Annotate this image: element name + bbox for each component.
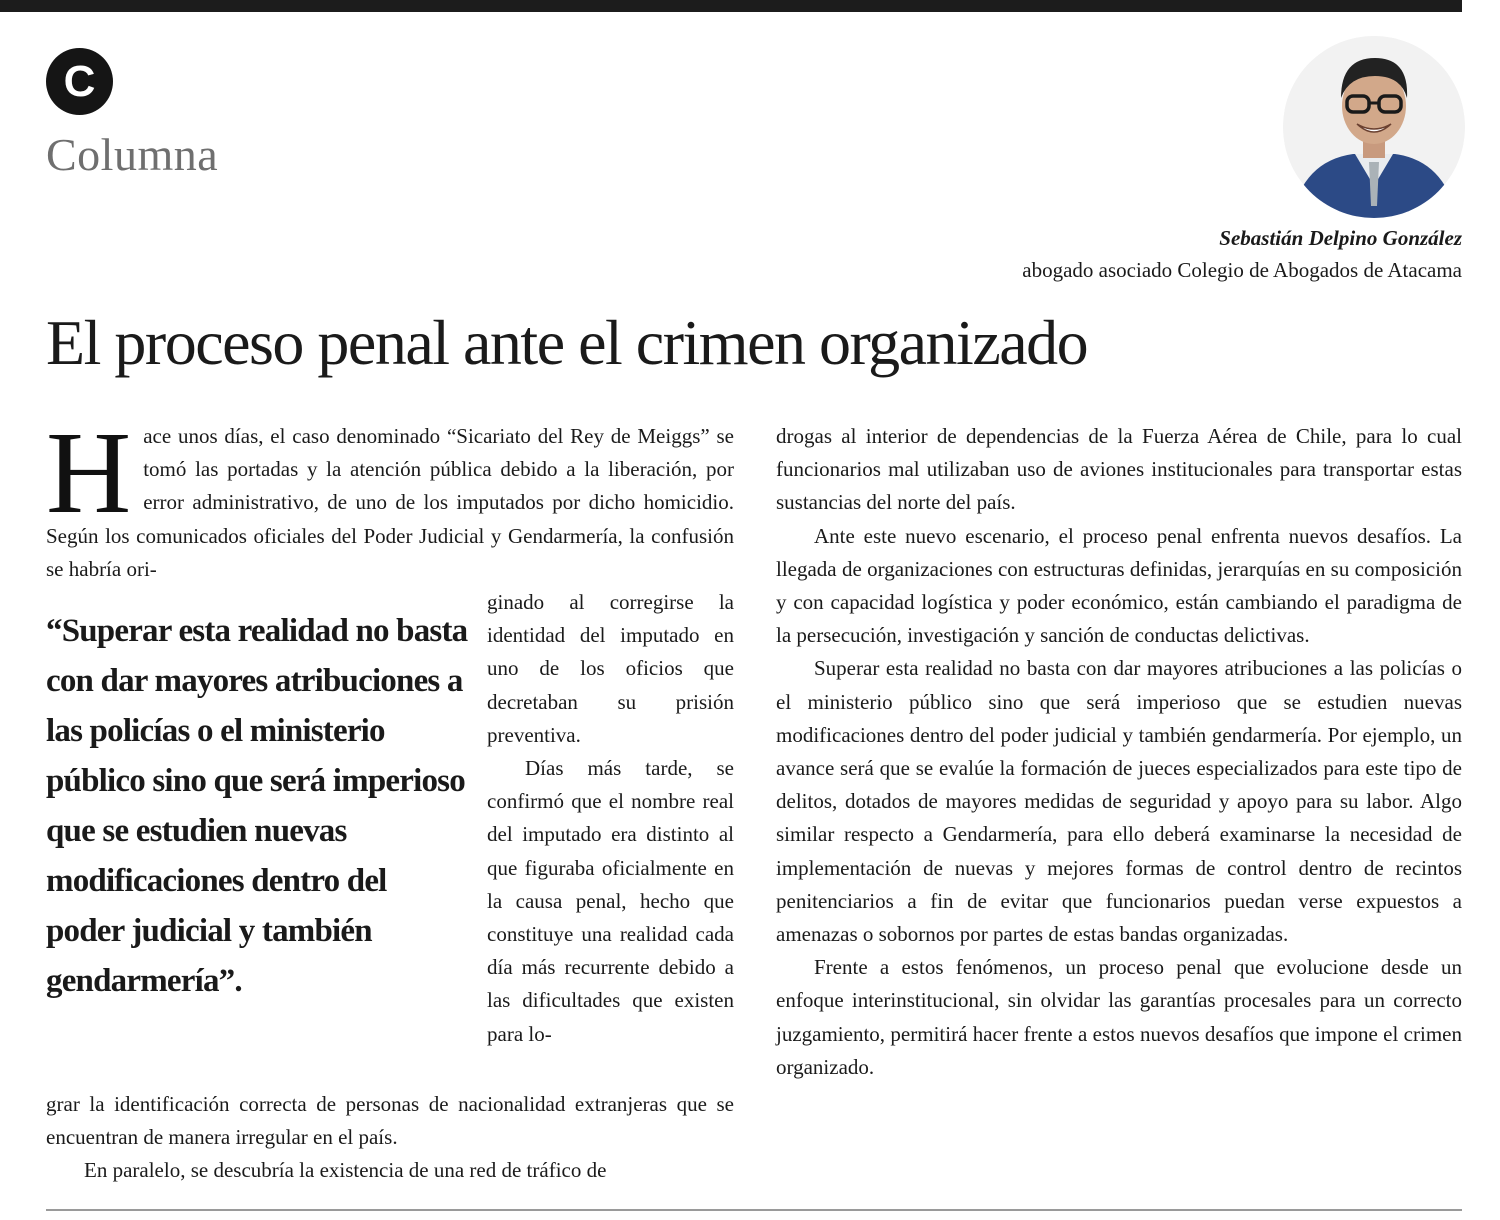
column-left-bottom xyxy=(46,1088,734,1188)
bottom-rule xyxy=(46,1209,1462,1211)
pull-quote: “Superar esta realidad no basta con dar mayores atribuciones a las policías o el ministerio público sino que será imperioso que se estudien nuevas modificaciones dentro del poder judicial y también gendarmería”. xyxy=(46,613,468,999)
column-right xyxy=(776,420,1462,1084)
column-left-top xyxy=(46,407,734,586)
top-rule xyxy=(0,0,1462,12)
author-photo xyxy=(1283,36,1465,218)
author-name: Sebastián Delpino González xyxy=(1219,226,1462,250)
author-role: abogado asociado Colegio de Abogados de Atacama xyxy=(1022,258,1462,282)
column-left-narrow xyxy=(487,586,734,1051)
section-label: Columna xyxy=(46,129,219,180)
paragraph-1-text: ace unos días, el caso denominado “Sicariato del Rey de Meiggs” se tomó las portadas y la atención pública debido a la liberación, por error administrativo, de uno de los imputados por dicho homicidio. Según los comunicados oficiales del Poder Judicial y Gendarmería, la confusión se habría ori- xyxy=(46,424,734,581)
section-badge: C xyxy=(46,48,113,115)
author-portrait-illustration xyxy=(1283,36,1465,218)
paragraph-3-continued: drogas al interior de dependencias de la Fuerza Aérea de Chile, para lo cual funcionarios mal utilizaban uso de aviones institucionales para transportar estas sustancias del norte del país. xyxy=(776,424,1462,515)
paragraph-2-continued: grar la identificación correcta de personas de nacionalidad extranjeras que se encuentran de manera irregular en el país. xyxy=(46,1092,734,1150)
headline: El proceso penal ante el crimen organizado xyxy=(46,307,1088,378)
paragraph-3: En paralelo, se descubría la existencia de una red de tráfico de xyxy=(84,1158,607,1183)
paragraph-1-top xyxy=(46,407,734,586)
paragraph-4: Ante este nuevo escenario, el proceso penal enfrenta nuevos desafíos. La llegada de organizaciones con estructuras definidas, jerarquías en su composición y con capacidad logística y poder económico, están cambiando el paradigma de la persecución, investigación y sanción de conductas delictivas. xyxy=(776,523,1462,648)
paragraph-1-continued: ginado al corregirse la identidad del imputado en uno de los oficios que decretaban su prisión preventiva. xyxy=(487,590,734,747)
drop-cap: H xyxy=(46,407,132,538)
paragraph-6: Frente a estos fenómenos, un proceso penal que evolucione desde un enfoque interinstitucional, sin olvidar las garantías procesales para un correcto juzgamiento, permitirá hacer frente a estos nuevos desafíos que impone el crimen organizado. xyxy=(776,955,1462,1079)
paragraph-2: Días más tarde, se confirmó que el nombre real del imputado era distinto al que figuraba oficialmente en la causa penal, hecho que constituye una realidad cada día más recurrente debido a las dificultades que existen para lo- xyxy=(487,756,734,1046)
paragraph-5: Superar esta realidad no basta con dar mayores atribuciones a las policías o el ministerio público sino que será imperioso que se estudien nuevas modificaciones dentro del poder judicial y también gendarmería. Por ejemplo, un avance será que se evalúe la formación de jueces especializados para este tipo de delitos, dotados de mayores medidas de seguridad y apoyo para su labor. Algo similar respecto a Gendarmería, para ello deberá examinarse la necesidad de implementación de nuevas y mejores formas de control dentro de recintos penitenciarios a fin de evitar que funcionarios puedan verse expuestos a amenazas o sobornos por partes de estas bandas organizadas. xyxy=(776,656,1462,947)
